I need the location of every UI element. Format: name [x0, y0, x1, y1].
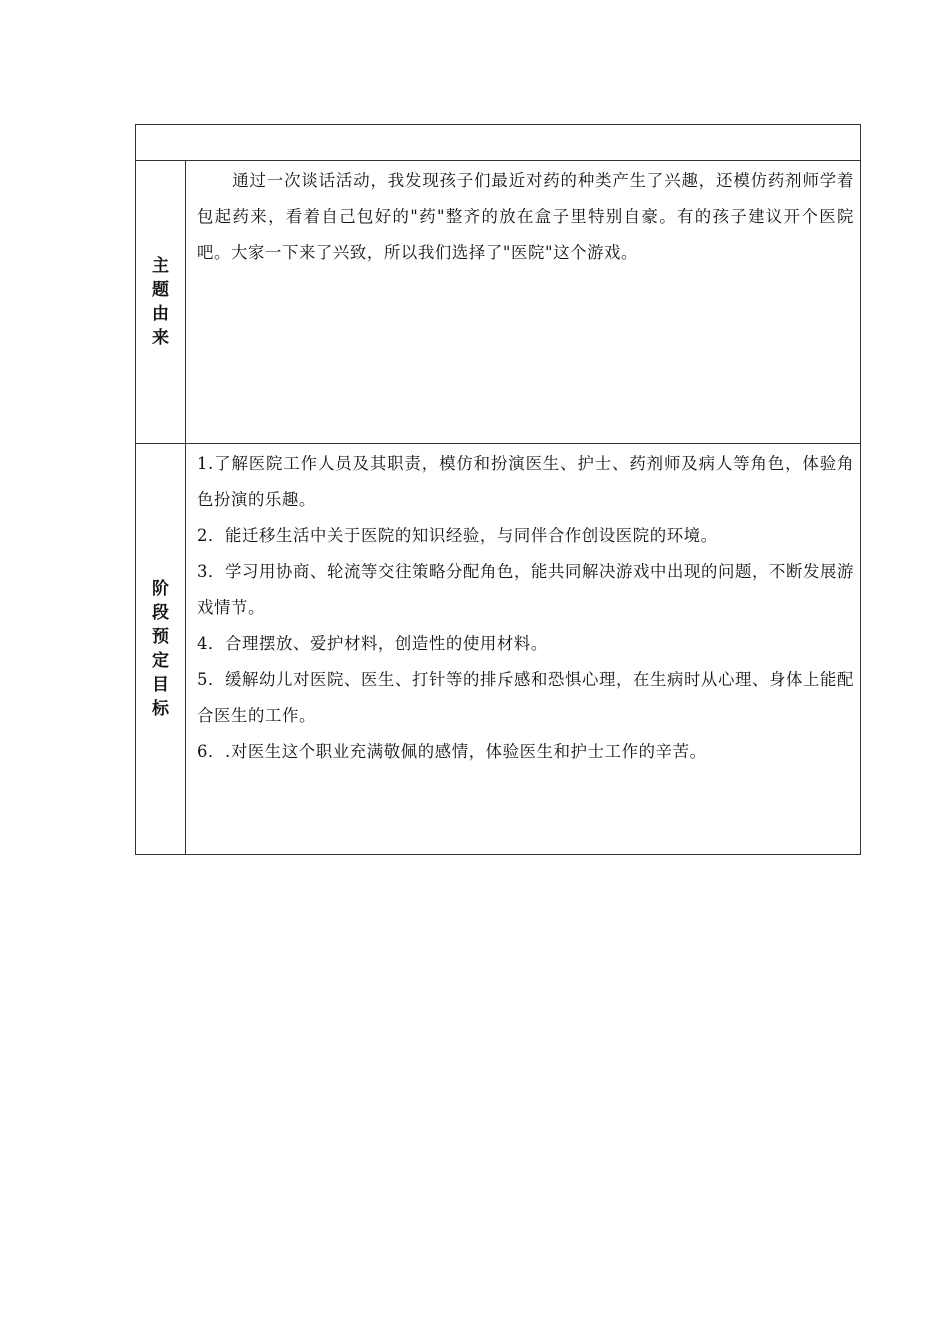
stage-goals-row — [136, 444, 861, 855]
theme-origin-label-cell — [136, 161, 186, 444]
goal-item: 4．合理摆放、爱护材料，创造性的使用材料。 — [197, 634, 548, 653]
goals-list — [197, 444, 854, 770]
goal-item: 2．能迁移生活中关于医院的知识经验，与同伴合作创设医院的环境。 — [197, 526, 718, 545]
stage-goals-label-cell — [136, 444, 186, 855]
table-header-row — [136, 125, 861, 161]
theme-origin-row — [136, 161, 861, 444]
goal-item: 6．.对医生这个职业充满敬佩的感情，体验医生和护士工作的辛苦。 — [197, 742, 707, 761]
plan-table — [135, 124, 861, 855]
stage-goals-label: 阶段预定目标 — [152, 579, 169, 719]
theme-origin-paragraph: 通过一次谈话活动，我发现孩子们最近对药的种类产生了兴趣，还模仿药剂师学着包起药来，看着自己包好的"药"整齐的放在盒子里特别自豪。有的孩子建议开个医院吧。大家一下来了兴致，所以我们选择了"医院"这个游戏。 — [197, 171, 854, 262]
goal-item: 3．学习用协商、轮流等交往策略分配角色，能共同解决游戏中出现的问题，不断发展游戏情节。 — [197, 562, 854, 617]
goal-item: 5．缓解幼儿对医院、医生、打针等的排斥感和恐惧心理，在生病时从心理、身体上能配合医生的工作。 — [197, 670, 854, 725]
theme-origin-content-cell — [186, 161, 861, 444]
goal-item: 1.了解医院工作人员及其职责，模仿和扮演医生、护士、药剂师及病人等角色，体验角色扮演的乐趣。 — [197, 454, 854, 509]
stage-goals-content-cell — [186, 444, 861, 855]
theme-origin-label: 主题由来 — [152, 256, 169, 348]
header-cell — [136, 125, 861, 161]
